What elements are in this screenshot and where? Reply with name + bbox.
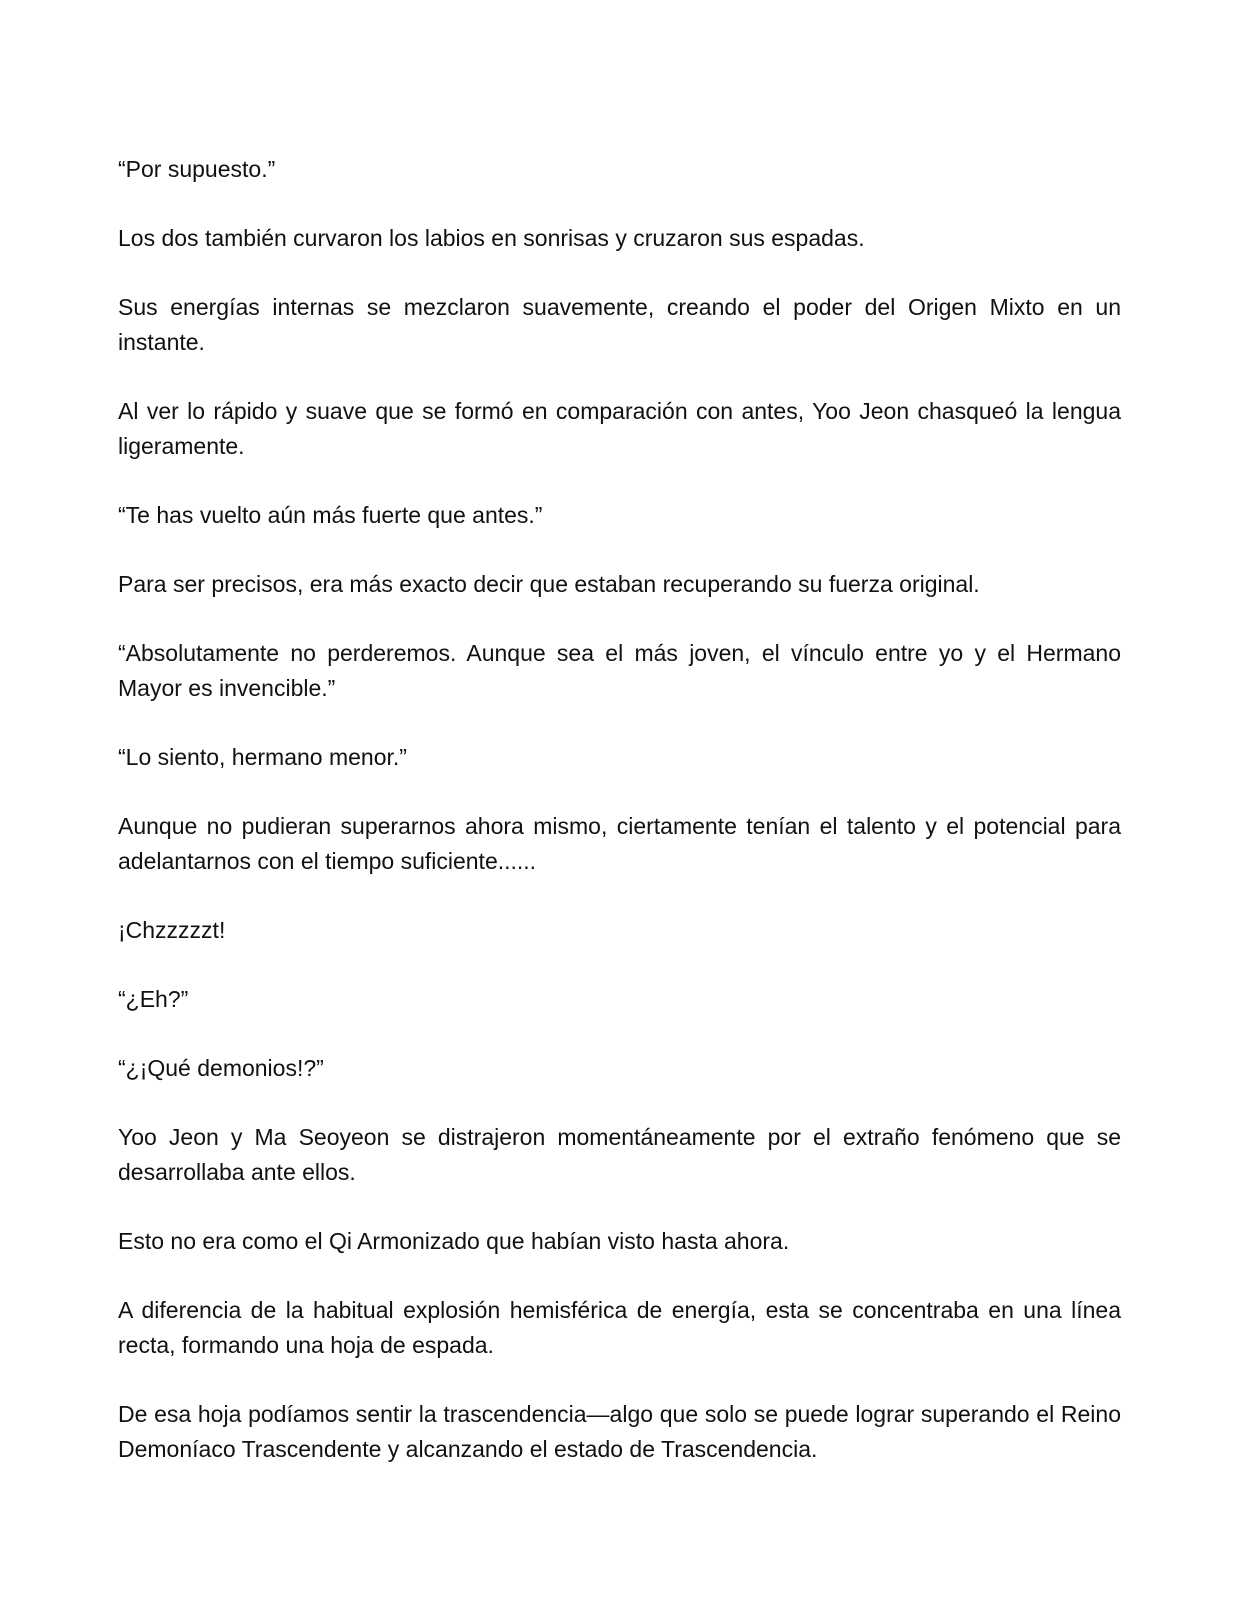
paragraph: Al ver lo rápido y suave que se formó en comparación con antes, Yoo Jeon chasqueó la lengua ligeramente. [118,398,1121,459]
paragraph: Aunque no pudieran superarnos ahora mismo, ciertamente tenían el talento y el potencial para adelantarnos con el tiempo suficiente...... [118,813,1121,874]
paragraph: A diferencia de la habitual explosión hemisférica de energía, esta se concentraba en una línea recta, formando una hoja de espada. [118,1297,1121,1358]
paragraph: Yoo Jeon y Ma Seoyeon se distrajeron momentáneamente por el extraño fenómeno que se desarrollaba ante ellos. [118,1124,1121,1185]
paragraph: Esto no era como el Qi Armonizado que habían visto hasta ahora. [118,1228,790,1254]
text-column [118,152,1121,1501]
paragraph: ¡Chzzzzzt! [118,917,226,943]
paragraph: “¿Eh?” [118,986,189,1012]
paragraph: Para ser precisos, era más exacto decir que estaban recuperando su fuerza original. [118,571,980,597]
paragraph: Sus energías internas se mezclaron suavemente, creando el poder del Origen Mixto en un instante. [118,294,1121,355]
paragraph: “¿¡Qué demonios!?” [118,1055,324,1081]
paragraph: De esa hoja podíamos sentir la trascendencia—algo que solo se puede lograr superando el Reino Demoníaco Trascendente y alcanzando el estado de Trascendencia. [118,1401,1121,1462]
paragraph: Los dos también curvaron los labios en sonrisas y cruzaron sus espadas. [118,225,865,251]
paragraph: “Absolutamente no perderemos. Aunque sea el más joven, el vínculo entre yo y el Hermano Mayor es invencible.” [118,640,1121,701]
paragraph: “Te has vuelto aún más fuerte que antes.” [118,502,543,528]
paragraph: “Lo siento, hermano menor.” [118,744,407,770]
paragraph: “Por supuesto.” [118,156,276,182]
